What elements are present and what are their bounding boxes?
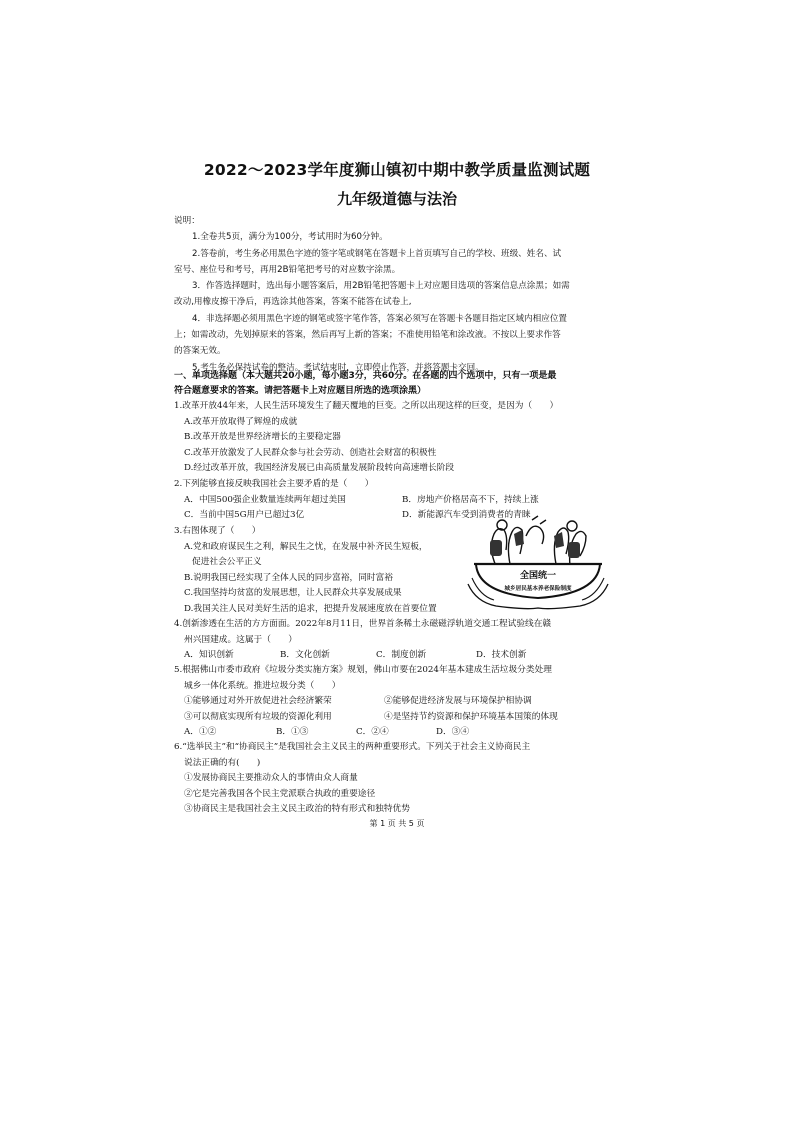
exam-subject: 九年级道德与法治: [336, 190, 457, 208]
option-c: C．当前中国5G用户已超过3亿: [184, 510, 305, 521]
option-row: [174, 725, 626, 741]
option-b: B.说明我国已经实现了全体人民的同步富裕，同时富裕: [184, 572, 393, 583]
option-d: D．③④: [436, 727, 470, 738]
statement-1: ①发展协商民主要推动众人的事情由众人商量: [184, 773, 358, 784]
question-stem: 2.下列能够直接反映我国社会主要矛盾的是（ ）: [174, 479, 374, 489]
instructions-heading: 说明：: [174, 216, 200, 226]
instruction-line: 4．非选择题必须用黑色字迹的钢笔或签字笔作答，答案必须写在答题卡各题目指定区域内相应位置: [192, 313, 568, 324]
option-b: B．文化创新: [280, 650, 330, 661]
option-c: C．制度创新: [376, 650, 427, 661]
question-stem: 5.根据佛山市委市政府《垃圾分类实施方案》规划，佛山市要在2024年基本建成生活垃圾分类处理: [174, 665, 552, 675]
instructions: [174, 213, 626, 376]
option-c: C．②④: [356, 727, 389, 738]
option-b: B．①③: [276, 727, 309, 738]
option-c: C.改革开放激发了人民群众参与社会劳动、创造社会财富的积极性: [184, 447, 437, 458]
statement-row: [174, 710, 626, 726]
question-stem-continued: 州兴国建成。这属于（ ）: [184, 634, 297, 645]
instruction-line: 室号、座位号和考号，再用2B铅笔把考号的对应数字涂黑。: [174, 264, 401, 275]
exam-title: 2022～2023学年度狮山镇初中期中教学质量监测试题: [203, 161, 591, 179]
option-a: A．①②: [184, 727, 217, 738]
statement-row: [174, 694, 626, 710]
cartoon-pension-illustration: [466, 514, 610, 610]
option-b: B．房地产价格居高不下，持续上涨: [402, 494, 539, 505]
question-1: [174, 399, 626, 477]
question-stem: 4.创新渗透在生活的方方面面。2022年8月11日，世界首条稀土永磁磁浮轨道交通工程试验线在赣: [174, 619, 552, 629]
question-stem: 3.右图体现了（ ）: [174, 526, 261, 536]
question-stem: 6.“选举民主”和“协商民主”是我国社会主义民主的两种重要形式。下列关于社会主义协商民主: [174, 742, 531, 752]
question-stem-continued: 说法正确的有( ): [184, 757, 261, 768]
section-line: 一、单项选择题（本大题共20小题，每小题3分，共60分。在各题的四个选项中，只有一项是最: [174, 371, 557, 381]
statement-2: ②能够促进经济发展与环境保护相协调: [384, 696, 532, 707]
instruction-line: 上；如需改动，先划掉原来的答案，然后再写上新的答案；不准使用铅笔和涂改液。不按以上要求作答: [174, 330, 561, 341]
question-stem: 1.改革开放44年来，人民生活环境发生了翻天覆地的巨变。之所以出现这样的巨变，是因为（ ）: [174, 401, 559, 411]
question-stem-continued: 城乡一体化系统。推进垃圾分类（ ）: [184, 680, 341, 691]
instruction-line: 改动,用橡皮擦干净后，再选涂其他答案，答案不能答在试卷上,: [174, 297, 412, 308]
cartoon-caption-sub: 城乡居民基本养老保险制度: [504, 586, 572, 592]
option-a: A.党和政府谋民生之利，解民生之忧，在发展中补齐民生短板，: [184, 541, 428, 552]
option-d: D．新能源汽车受到消费者的青睐: [402, 510, 531, 521]
option-a: A．知识创新: [184, 650, 234, 661]
option-b: B.改革开放是世界经济增长的主要稳定器: [184, 432, 341, 443]
option-a-continued: 促进社会公平正义: [192, 557, 262, 568]
page-footer: 第 1 页 共 5 页: [369, 819, 425, 828]
cartoon-caption-main: 全国统一: [519, 571, 557, 581]
instruction-line: 的答案无效。: [174, 346, 226, 357]
instruction-line: 1.全卷共5页，满分为100分，考试用时为60分钟。: [192, 232, 388, 243]
option-a: A．中国500强企业数量连续两年超过美国: [184, 494, 346, 505]
option-d: D.我国关注人民对美好生活的追求，把提升发展速度放在首要位置: [184, 603, 437, 614]
option-c: C.我国坚持均贫富的发展思想，让人民群众共享发展成果: [184, 588, 402, 599]
question-6: [174, 740, 626, 818]
option-a: A.改革开放取得了辉煌的成就: [184, 416, 298, 427]
instruction-line: 3．作答选择题时，选出每小题答案后，用2B铅笔把答题卡上对应题目选项的答案信息点涂黑；如需: [192, 281, 570, 292]
option-d: D．技术创新: [476, 650, 527, 661]
option-d: D.经过改革开放，我国经济发展已由高质量发展阶段转向高速增长阶段: [184, 463, 455, 474]
section-line: 符合题意要求的答案。请把答题卡上对应题目所选的选项涂黑）: [174, 386, 427, 396]
option-row: [174, 648, 626, 664]
statement-3: ③协商民主是我国社会主义民主政治的特有形式和独特优势: [184, 804, 410, 815]
instruction-line: 5.考生务必保持试卷的整洁。考试结束时，立即停止作答，并将答题卡交回。: [192, 362, 484, 373]
statement-4: ④是坚持节约资源和保护环境基本国策的体现: [384, 711, 558, 722]
statement-1: ①能够通过对外开放促进社会经济繁荣: [184, 696, 332, 707]
statement-2: ②它是完善我国各个民主党派联合执政的重要途径: [184, 788, 376, 799]
instruction-line: 2.答卷前，考生务必用黑色字迹的签字笔或钢笔在答题卡上首页填写自己的学校、班级、姓名、试: [192, 248, 562, 259]
section-heading: [174, 369, 626, 399]
question-4: [174, 617, 626, 664]
question-5: [174, 663, 626, 741]
statement-3: ③可以彻底实现所有垃圾的资源化利用: [184, 711, 332, 722]
option-row: [174, 493, 626, 509]
